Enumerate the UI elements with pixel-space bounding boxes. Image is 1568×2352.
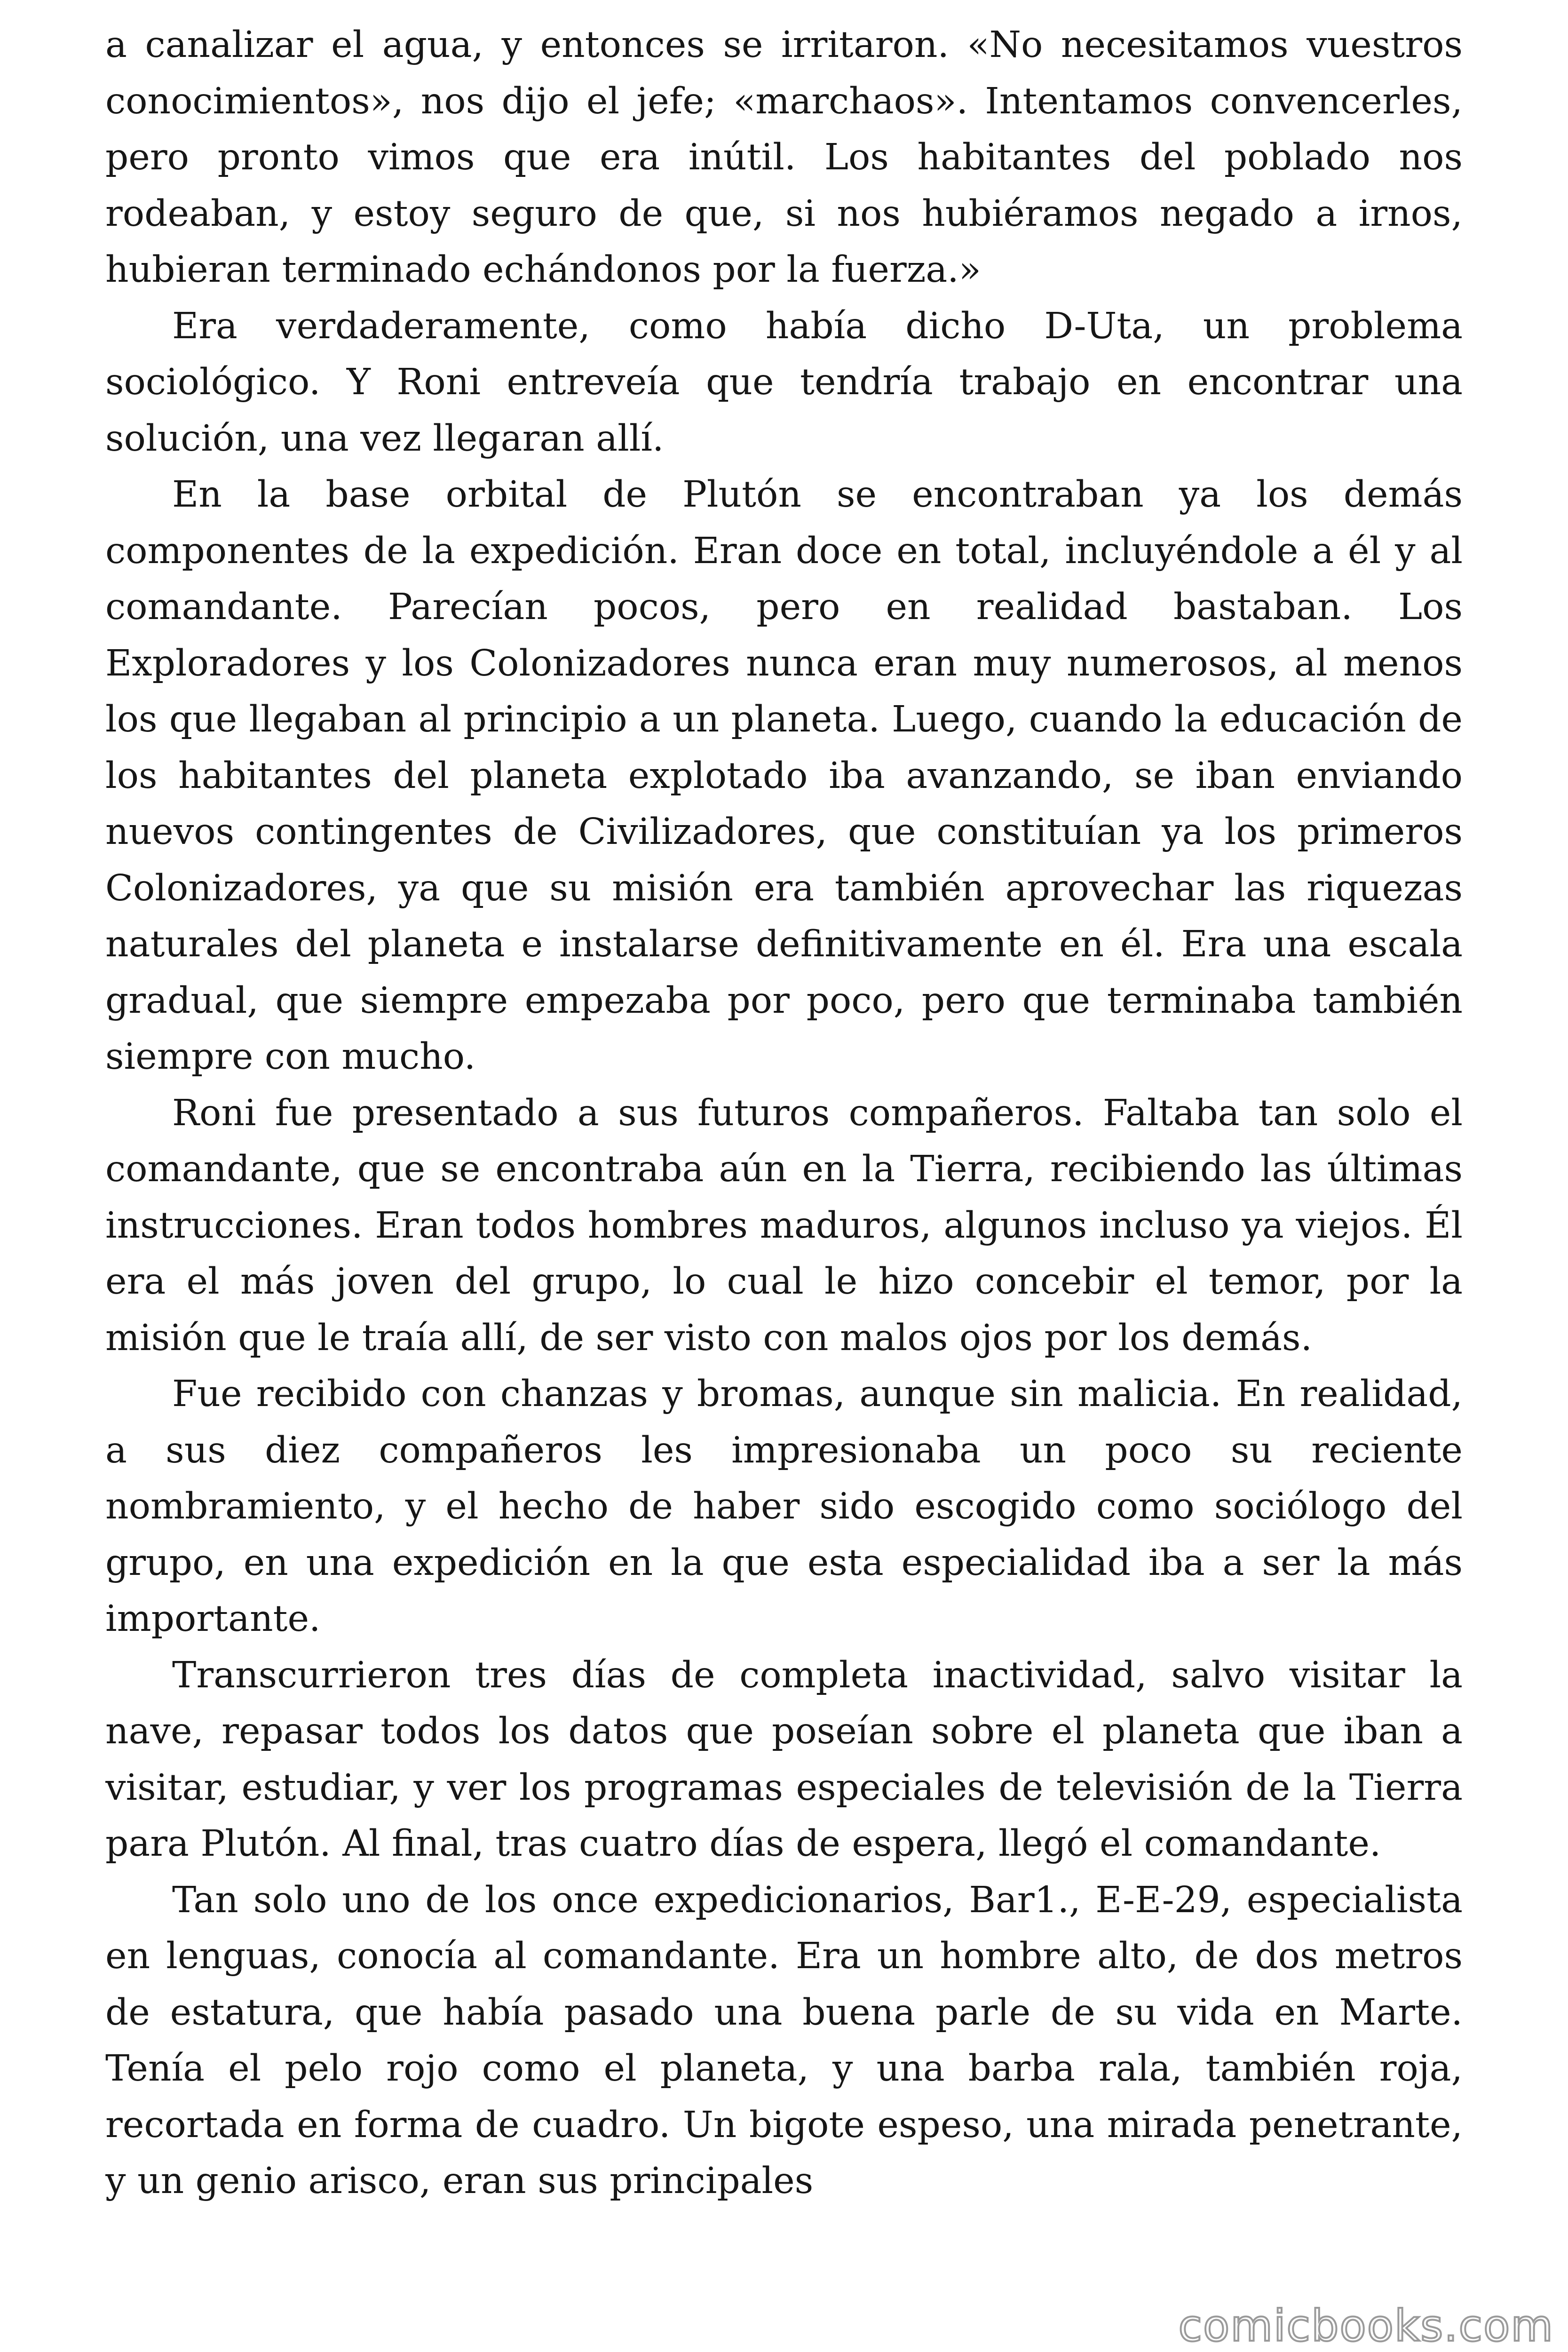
paragraph-1: a canalizar el agua, y entonces se irritaron. «No necesitamos vuestros conocimientos», nos dijo el jefe; «marchaos». Intentamos convencerles, pero pronto vimos que era inútil. Los habitantes del poblado nos rodeaban, y estoy seguro de que, si nos hubiéramos negado a irnos, hubieran terminado echándonos por la fuerza.» (105, 24, 1463, 291)
paragraph-4: Roni fue presentado a sus futuros compañeros. Faltaba tan solo el comandante, que se encontraba aún en la Tierra, recibiendo las últimas instrucciones. Eran todos hombres maduros, algunos incluso ya viejos. Él era el más joven del grupo, lo cual le hizo concebir el temor, por la misión que le traía allí, de ser visto con malos ojos por los demás. (105, 1092, 1463, 1359)
paragraph-3: En la base orbital de Plutón se encontraban ya los demás componentes de la expedición. Eran doce en total, incluyéndole a él y al comandante. Parecían pocos, pero en realidad bastaban. Los Exploradores y los Colonizadores nunca eran muy numerosos, al menos los que llegaban al principio a un planeta. Luego, cuando la educación de los habitantes del planeta explotado iba avanzando, se iban enviando nuevos contingentes de Civilizadores, que constituían ya los primeros Colonizadores, ya que su misión era también aprovechar las riquezas naturales del planeta e instalarse definitivamente en él. Era una escala gradual, que siempre empezaba por poco, pero que terminaba también siempre con mucho. (105, 474, 1463, 1078)
paragraph-7: Tan solo uno de los once expedicionarios, Bar1., E-E-29, especialista en lenguas, conocía al comandante. Era un hombre alto, de dos metros de estatura, que había pasado una buena parle de su vida en Marte. Tenía el pelo rojo como el planeta, y una barba rala, también roja, recortada en forma de cuadro. Un bigote espeso, una mirada penetrante, y un genio arisco, eran sus principales (105, 1879, 1463, 2202)
book-page (105, 17, 1463, 2345)
paragraph-5: Fue recibido con chanzas y bromas, aunque sin malicia. En realidad, a sus diez compañeros les impresionaba un poco su reciente nombramiento, y el hecho de haber sido escogido como sociólogo del grupo, en una expedición en la que esta especialidad iba a ser la más importante. (105, 1373, 1463, 1640)
paragraph-6: Transcurrieron tres días de completa inactividad, salvo visitar la nave, repasar todos los datos que poseían sobre el planeta que iban a visitar, estudiar, y ver los programas especiales de televisión de la Tierra para Plutón. Al final, tras cuatro días de espera, llegó el comandante. (105, 1654, 1463, 1865)
watermark-text: comicbooks.com (1178, 2301, 1554, 2351)
paragraph-2: Era verdaderamente, como había dicho D-Uta, un problema sociológico. Y Roni entreveía que tendría trabajo en encontrar una solución, una vez llegaran allí. (105, 305, 1463, 460)
